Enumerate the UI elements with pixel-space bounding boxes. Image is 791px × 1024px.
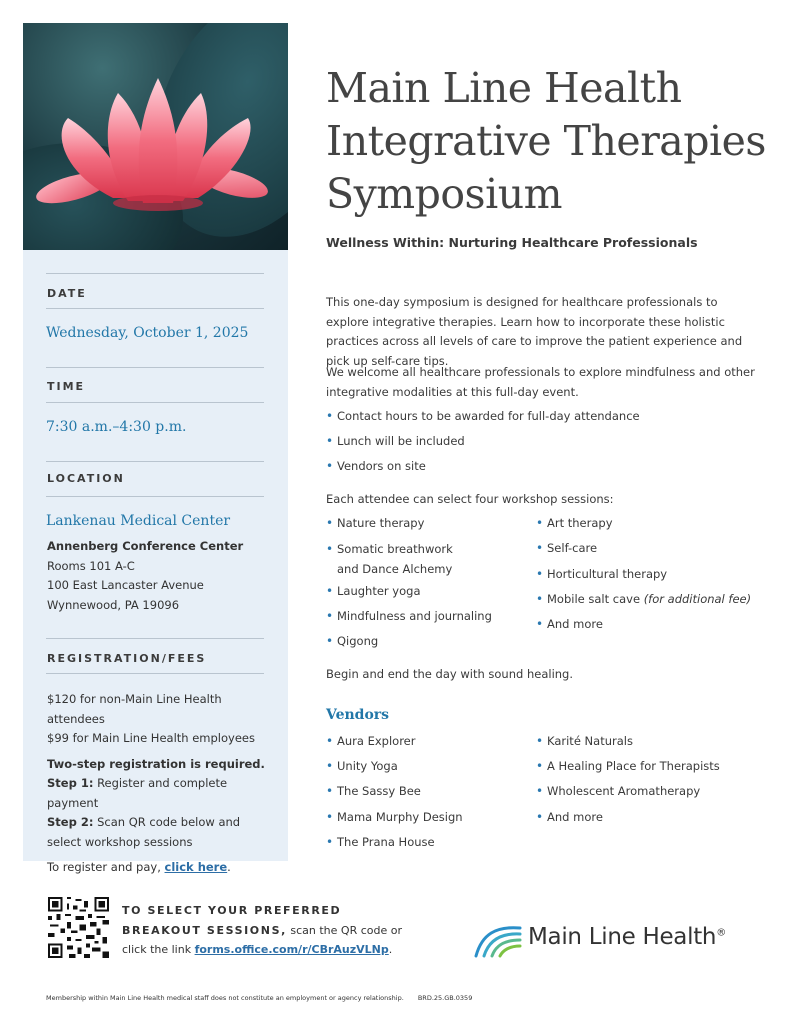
step1-text: Register and complete payment — [47, 776, 228, 810]
divider — [46, 367, 264, 368]
qr-end: . — [388, 943, 393, 956]
time-label: TIME — [47, 380, 86, 393]
list-item: • Mindfulness and journaling — [326, 609, 526, 634]
qr-instructions — [122, 901, 402, 960]
page-subtitle: Wellness Within: Nurturing Healthcare Professionals — [326, 235, 698, 250]
title-line: Integrative Therapies — [326, 117, 766, 165]
list-item: • Aura Explorer — [326, 734, 526, 759]
list-item: • Self-care — [536, 541, 766, 567]
forms-link[interactable]: forms.office.com/r/CBrAuzVLNp — [194, 943, 389, 956]
list-item: • Laughter yoga — [326, 584, 526, 609]
divider — [46, 496, 264, 497]
location-street: 100 East Lancaster Avenue — [47, 578, 204, 592]
sessions-intro: Each attendee can select four workshop sessions: — [326, 492, 614, 506]
list-item: • Qigong — [326, 634, 526, 659]
divider — [46, 673, 264, 674]
document-code: BRD.25.GB.0359 — [417, 994, 473, 1002]
step2-text: Scan QR code below and select workshop sessions — [47, 815, 241, 849]
divider — [46, 638, 264, 639]
list-item: • Somatic breathwork and Dance Alchemy — [326, 539, 526, 584]
location-address — [47, 537, 243, 615]
list-item: • Mama Murphy Design — [326, 810, 526, 835]
registration-details — [47, 690, 277, 878]
register-text: To register and pay, — [47, 860, 165, 874]
fee-mlh: $99 for Main Line Health employees — [47, 731, 255, 745]
list-item: • Mobile salt cave (for additional fee) — [536, 592, 766, 617]
two-step-note: Two-step registration is required. — [47, 756, 265, 771]
list-item: • The Sassy Bee — [326, 784, 526, 810]
fine-print — [46, 994, 472, 1002]
disclaimer-text: Membership within Main Line Health medical staff does not constitute an employment or agency relationship. — [46, 994, 404, 1002]
lotus-flower-icon — [23, 23, 288, 250]
logo-arc-icon — [474, 920, 524, 960]
location-city: Wynnewood, PA 19096 — [47, 597, 180, 612]
qr-caps: TO SELECT YOUR PREFERRED BREAKOUT SESSIONS, — [122, 904, 342, 937]
list-item: • The Prana House — [326, 835, 526, 860]
sessions-list-col1 — [326, 516, 526, 659]
lotus-hero-image — [23, 23, 288, 250]
welcome-paragraph: We welcome all healthcare professionals to explore mindfulness and other integrative modalities at this full-day event. — [326, 365, 755, 399]
highlights-list — [326, 409, 640, 484]
qr-text: scan the QR code or click the link — [122, 923, 402, 956]
list-item: • Horticultural therapy — [536, 567, 766, 592]
title-line: Main Line Health — [326, 64, 682, 112]
location-building: Annenberg Conference Center — [47, 539, 244, 553]
vendors-list-col2 — [536, 734, 766, 835]
registration-label: REGISTRATION/FEES — [47, 652, 207, 665]
date-label: DATE — [47, 287, 87, 300]
step1-label: Step 1: — [47, 776, 94, 790]
list-item: • Vendors on site — [326, 459, 640, 484]
sound-healing-note: Begin and end the day with sound healing. — [326, 667, 574, 681]
list-item: • Nature therapy — [326, 516, 526, 541]
divider — [46, 273, 264, 274]
list-item: • Lunch will be included — [326, 434, 640, 459]
fee-non-mlh: $120 for non-Main Line Health attendees — [47, 692, 222, 726]
divider — [46, 402, 264, 403]
location-name: Lankenau Medical Center — [46, 513, 231, 529]
vendors-heading: Vendors — [326, 707, 390, 723]
register-end: . — [227, 860, 231, 874]
intro-paragraph: This one-day symposium is designed for healthcare professionals to explore integrative therapies. Learn how to incorporate these holistic practices across all levels of care to improve the patient experience and pick up self-care tips. — [326, 295, 743, 368]
location-rooms: Rooms 101 A-C — [47, 558, 135, 573]
list-item: • A Healing Place for Therapists — [536, 759, 766, 784]
step2-label: Step 2: — [47, 815, 94, 829]
register-link[interactable]: click here — [164, 860, 228, 874]
list-item: • Art therapy — [536, 516, 766, 541]
sessions-list-col2 — [536, 516, 766, 642]
location-label: LOCATION — [47, 472, 125, 485]
main-line-health-logo — [474, 918, 764, 968]
list-item: • And more — [536, 810, 766, 835]
list-item: • Unity Yoga — [326, 759, 526, 784]
page-title — [326, 62, 766, 221]
divider — [46, 461, 264, 462]
vendors-list-col1 — [326, 734, 526, 860]
logo-wordmark: Main Line Health® — [528, 924, 726, 950]
date-value: Wednesday, October 1, 2025 — [46, 325, 249, 341]
list-item: • Karité Naturals — [536, 734, 766, 759]
list-item: • Contact hours to be awarded for full-day attendance — [326, 409, 640, 434]
divider — [46, 308, 264, 309]
list-item: • And more — [536, 617, 766, 642]
title-line: Symposium — [326, 170, 562, 218]
list-item: • Wholescent Aromatherapy — [536, 784, 766, 810]
time-value: 7:30 a.m.–4:30 p.m. — [46, 419, 187, 435]
qr-code-icon[interactable] — [48, 897, 109, 958]
